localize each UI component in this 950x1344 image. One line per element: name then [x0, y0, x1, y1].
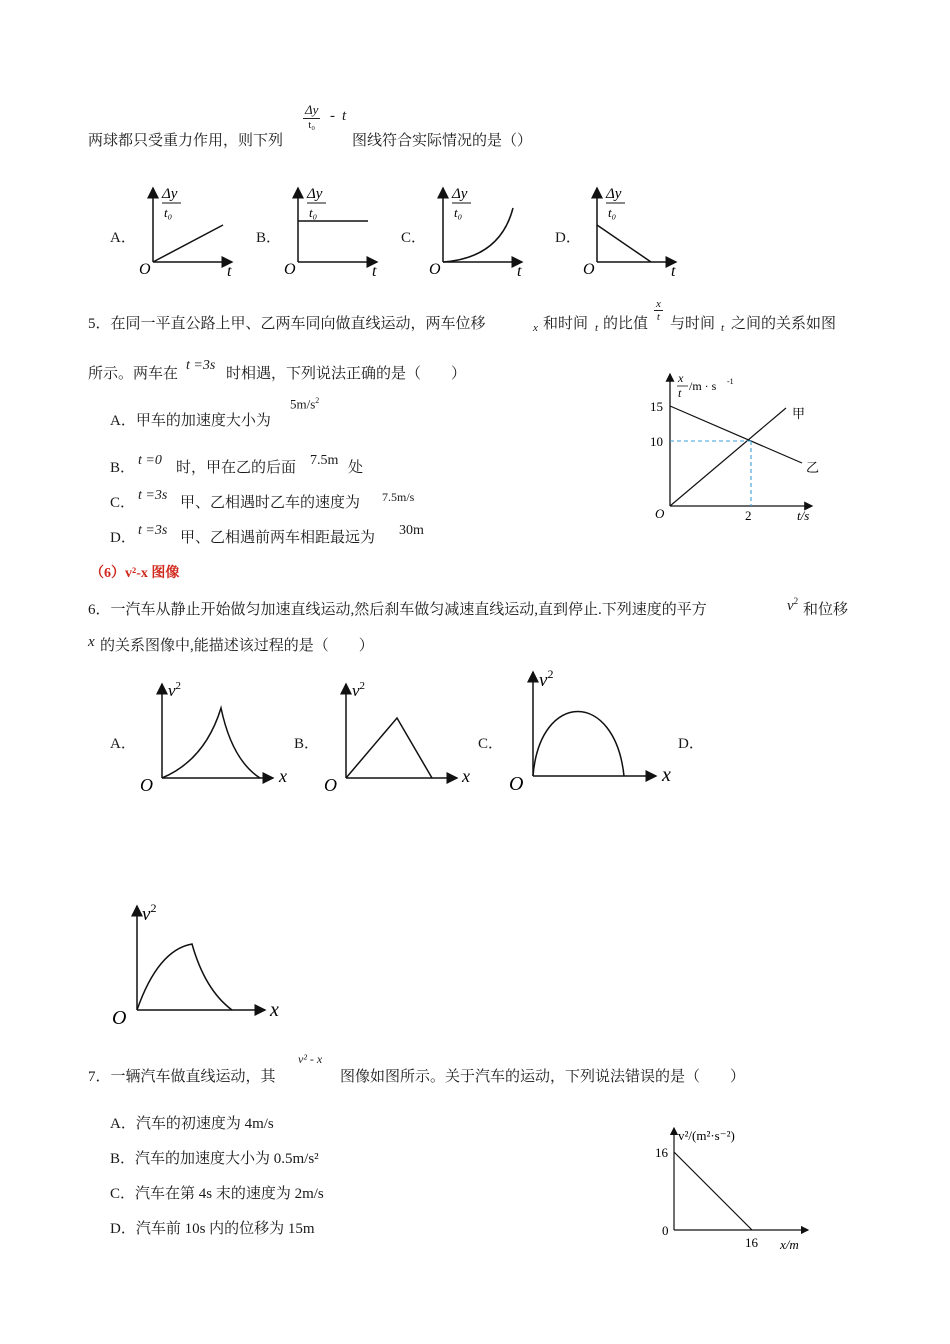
q6-v2: $v^2$: [787, 596, 799, 614]
q7-line-a: 7．一辆汽车做直线运动，其: [88, 1069, 276, 1085]
q5-line2-a: 所示。两车在: [88, 366, 179, 382]
q5-option-c-text: 甲、乙相遇时乙车的速度为: [180, 495, 361, 511]
q4-c-origin: O: [429, 261, 441, 278]
q5-option-d-label: D．: [110, 530, 136, 546]
q6-line1-tail: 和位移: [803, 602, 849, 618]
q7-graph-tick-0: 0: [662, 1223, 669, 1238]
q5-option-b-t: t =0: [138, 453, 162, 468]
q6-c-xlabel: x: [662, 764, 671, 786]
q5-option-b-tail: 处: [348, 460, 364, 476]
q5-option-a-value: $5m/s^2$: [290, 396, 320, 412]
q4-c-ynum: Δy: [452, 186, 468, 202]
q6-option-d-label: D．: [678, 736, 704, 752]
q6-c-ylabel: $v^2$: [539, 667, 554, 691]
q5-line1-c: 的比值: [603, 316, 649, 332]
q4-a-ynum: Δy: [162, 186, 178, 202]
q7-graph-xlabel: x/m: [780, 1237, 799, 1252]
q5-graph-label-jia: 甲: [792, 406, 806, 421]
q7-line-b: 图像如图所示。关于汽车的运动，下列说法错误的是（ ）: [340, 1069, 746, 1085]
q6-a-xlabel: x: [279, 766, 287, 786]
q7-graph-line: [674, 1152, 752, 1230]
q6-b-origin: O: [324, 775, 337, 795]
q5-option-d-t: t =3s: [138, 523, 168, 538]
q7-option-d: D．汽车前 10s 内的位移为 15m: [110, 1221, 315, 1237]
q5-option-b-label: B．: [110, 460, 136, 476]
q4-d-ynum: Δy: [606, 186, 622, 202]
q5-graph-yunit: /m · s: [689, 379, 717, 393]
q6-line2-x: x: [88, 634, 95, 650]
q4-d-yden: t₀: [608, 205, 617, 220]
q6-d-origin: O: [112, 1007, 127, 1029]
q4-a-yden: t₀: [164, 205, 173, 220]
q5-var-t2: t: [721, 322, 725, 334]
q5-line2-t: t =3s: [186, 358, 216, 373]
q6-b-xlabel: x: [462, 766, 470, 786]
q4-expr-var: t: [342, 108, 347, 124]
q5-option-b-value: 7.5m: [310, 453, 339, 468]
q4-b-yden: t₀: [309, 205, 318, 220]
q5-graph-ynum: x: [678, 371, 684, 385]
q4-option-c-label: C．: [401, 230, 427, 246]
q4-a-xlabel: t: [227, 263, 232, 280]
q7-option-b: B．汽车的加速度大小为 0.5m/s²: [110, 1151, 319, 1167]
q5-option-b-text: 时，甲在乙的后面: [176, 460, 297, 476]
q4-expr-dash: -: [330, 108, 335, 124]
q4-c-yden: t₀: [454, 205, 463, 220]
q7-option-c: C．汽车在第 4s 末的速度为 2m/s: [110, 1186, 324, 1202]
q5-line1-a: 5．在同一平直公路上甲、乙两车同向做直线运动，两车位移: [88, 316, 486, 332]
q6-option-c-label: C．: [478, 736, 504, 752]
q4-expr-denominator: t₀: [308, 119, 316, 131]
q5-var-t: t: [595, 322, 599, 334]
q6-line1: 6．一汽车从静止开始做匀加速直线运动,然后刹车做匀减速直线运动,直到停止.下列速度的平方: [88, 602, 707, 618]
q4-d-xlabel: t: [671, 263, 676, 280]
q5-line1-d: 与时间: [670, 316, 716, 332]
q5-graph-origin: O: [655, 506, 665, 521]
q6-b-ylabel: $v^2$: [352, 680, 366, 700]
q5-graph-xlabel: t/s: [797, 508, 810, 523]
q5-option-d-text: 甲、乙相遇前两车相距最远为: [180, 530, 376, 546]
q4-option-b-label: B．: [256, 230, 282, 246]
q5-graph-label-yi: 乙: [806, 460, 820, 475]
q6-c-origin: O: [509, 773, 524, 795]
q6-option-b-label: B．: [294, 736, 320, 752]
q6-a-origin: O: [140, 775, 153, 795]
q7-graph-ylabel: v²/(m²·s⁻²): [678, 1128, 735, 1143]
q6-d-ylabel: $v^2$: [142, 901, 157, 925]
q6-option-a-label: A．: [110, 736, 136, 752]
q5-option-c-label: C．: [110, 495, 136, 511]
q6-line2: 的关系图像中,能描述该过程的是（ ）: [100, 638, 374, 654]
section-title: （6）v²-x 图像: [90, 566, 180, 581]
q5-frac-den: t: [656, 311, 660, 323]
q7-graph-tick-16x: 16: [745, 1235, 758, 1250]
q4-d-origin: O: [583, 261, 595, 278]
q4-question-text: 两球都只受重力作用，则下列: [88, 133, 284, 149]
q4-expr-numerator: Δy: [305, 102, 319, 117]
q7-expression: v² - x: [298, 1052, 323, 1066]
q5-line2-b: 时相遇，下列说法正确的是（ ）: [226, 366, 467, 382]
q4-option-a-label: A．: [110, 230, 136, 246]
q4-b-xlabel: t: [372, 263, 377, 280]
q4-b-ynum: Δy: [307, 186, 323, 202]
q5-frac-num: x: [656, 298, 661, 310]
q4-a-origin: O: [139, 261, 151, 278]
q6-a-ylabel: $v^2$: [168, 680, 182, 700]
q4-b-origin: O: [284, 261, 296, 278]
q4-c-xlabel: t: [517, 263, 522, 280]
q7-graph-tick-16y: 16: [655, 1145, 668, 1160]
q5-graph-yden: t: [678, 386, 682, 400]
q5-option-d-value: 30m: [399, 523, 424, 538]
q5-option-c-t: t =3s: [138, 488, 168, 503]
q5-graph-yunit-sup: -1: [727, 377, 734, 386]
q5-graph-tick-15: 15: [650, 399, 663, 414]
q5-line1-e: 之间的关系如图: [731, 316, 837, 332]
q4-question-tail: 图线符合实际情况的是（）: [352, 133, 533, 149]
q7-option-a: A．汽车的初速度为 4m/s: [110, 1116, 274, 1132]
q5-option-a-text: A．甲车的加速度大小为: [110, 413, 271, 429]
q5-line1-b: 和时间: [543, 316, 589, 332]
q4-option-d-label: D．: [555, 230, 581, 246]
q5-var-x: x: [533, 322, 538, 334]
q5-graph-tick-2: 2: [745, 508, 752, 523]
q6-d-xlabel: x: [270, 999, 279, 1021]
q5-option-c-value: 7.5m/s: [382, 490, 415, 504]
q5-graph-tick-10: 10: [650, 434, 663, 449]
